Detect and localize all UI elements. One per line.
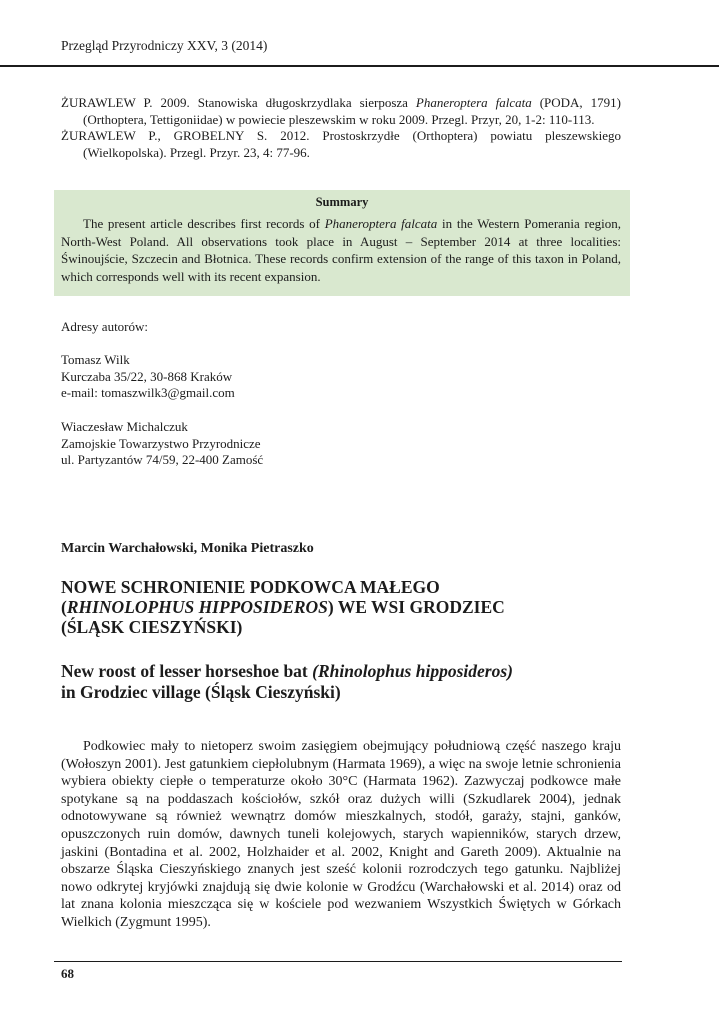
- summary-text-part: The present article describes first records of: [83, 216, 325, 231]
- title-line: in Grodziec village (Śląsk Cieszyński): [61, 682, 341, 702]
- summary-species: Phaneroptera falcata: [324, 216, 438, 231]
- title-species: (Rhinolophus hipposideros): [312, 661, 513, 681]
- title-species: RHINOLOPHUS HIPPOSIDEROS: [66, 597, 328, 617]
- title-line: NOWE SCHRONIENIE PODKOWCA MAŁEGO: [61, 577, 440, 597]
- author-email: e-mail: tomaszwilk3@gmail.com: [61, 385, 235, 400]
- author-name: Wiaczesław Michalczuk: [61, 419, 188, 434]
- reference-item: [61, 95, 621, 128]
- reference-text: (PODA, 1791) (Orthoptera, Tettigoniidae) w powiecie pleszewskim w roku 2009. Przegl. Przyr, 20, 1-2: 110-113.: [83, 95, 621, 127]
- title-line: [61, 597, 661, 617]
- page-number: 68: [61, 966, 74, 981]
- article-title-polish: [61, 577, 661, 637]
- author-street: Kurczaba 35/22, 30-868 Kraków: [61, 368, 233, 384]
- article-title-english: [61, 661, 661, 703]
- summary-title: Summary: [315, 195, 369, 209]
- article-body-paragraph: Podkowiec mały to nietoperz swoim zasięgiem obejmujący południową część naszego kraju (Wołoszyn 2001). Jest gatunkiem ciepłolubnym (Harmata 1969), a więc na swoje letnie schronienia wybiera obiekty ciepłe o temperaturze około 30°C (Harmata 1962). Zazwyczaj podkowce małe spotykane są na poddaszach kościołów, szkół oraz dużych willi (Szkudlarek 2004), jednak odnotowywane są również wewnątrz domów mieszkalnych, stodół, garaży, stajni, ganków, opuszczonych ruin domów, dawnych tuneli kolejowych, starych wapienników, starych drzew, jaskini (Bontadina et al. 2002, Holzhaider et al. 2002, Knight and Gareth 2009). Aktualnie na obszarze Śląska Cieszyńskiego znanych jest sześć kolonii rozrodczych tego gatunku. Najbliżej nowo odkrytej kryjówki znajdują się dwie kolonie w Grodźcu (Warchałowski et al. 2014) oraz od lat znana kolonia mieszcząca się w kościele pod wezwaniem Wszystkich Świętych w Górkach Wielkich (Zygmunt 1995).: [61, 739, 621, 930]
- addresses-heading: Adresy autorów:: [61, 319, 149, 334]
- reference-text: ŻURAWLEW P. 2009. Stanowiska długoskrzydlaka sierposza: [61, 95, 416, 110]
- author-organization: Zamojskie Towarzystwo Przyrodnicze: [61, 435, 261, 451]
- title-part: (: [61, 597, 67, 617]
- title-part: New roost of lesser horseshoe bat: [61, 661, 313, 681]
- summary-text-part: in the Western Pomerania region, North-West Poland. All observations took place in August – September 2014 at three localities: Świnoujście, Szczecin and Błotnica. These records confirm extension of the range of this taxon in Poland, which corresponds well with its recent expansion.: [61, 216, 621, 284]
- reference-item: [61, 128, 621, 161]
- title-line: (ŚLĄSK CIESZYŃSKI): [61, 617, 243, 637]
- author-street: ul. Partyzantów 74/59, 22-400 Zamość: [61, 452, 264, 467]
- author-name: Tomasz Wilk: [61, 352, 130, 367]
- author-address-1: [61, 352, 235, 402]
- footer-rule: [54, 961, 622, 962]
- article-authors: Marcin Warchałowski, Monika Pietraszko: [61, 541, 314, 556]
- references-list: [61, 95, 621, 161]
- title-line: [61, 661, 661, 682]
- title-part: ) WE WSI GRODZIEC: [327, 597, 505, 617]
- summary-text: [61, 215, 621, 285]
- reference-species: Phaneroptera falcata: [415, 95, 532, 110]
- journal-header: Przegląd Przyrodniczy XXV, 3 (2014): [61, 38, 268, 53]
- header-rule: [0, 65, 719, 67]
- reference-text: ŻURAWLEW P., GROBELNY S. 2012. Prostoskrzydłe (Orthoptera) powiatu pleszewskiego (Wielkopolska). Przegl. Przyr. 23, 4: 77-96.: [61, 128, 621, 160]
- author-address-2: [61, 419, 263, 469]
